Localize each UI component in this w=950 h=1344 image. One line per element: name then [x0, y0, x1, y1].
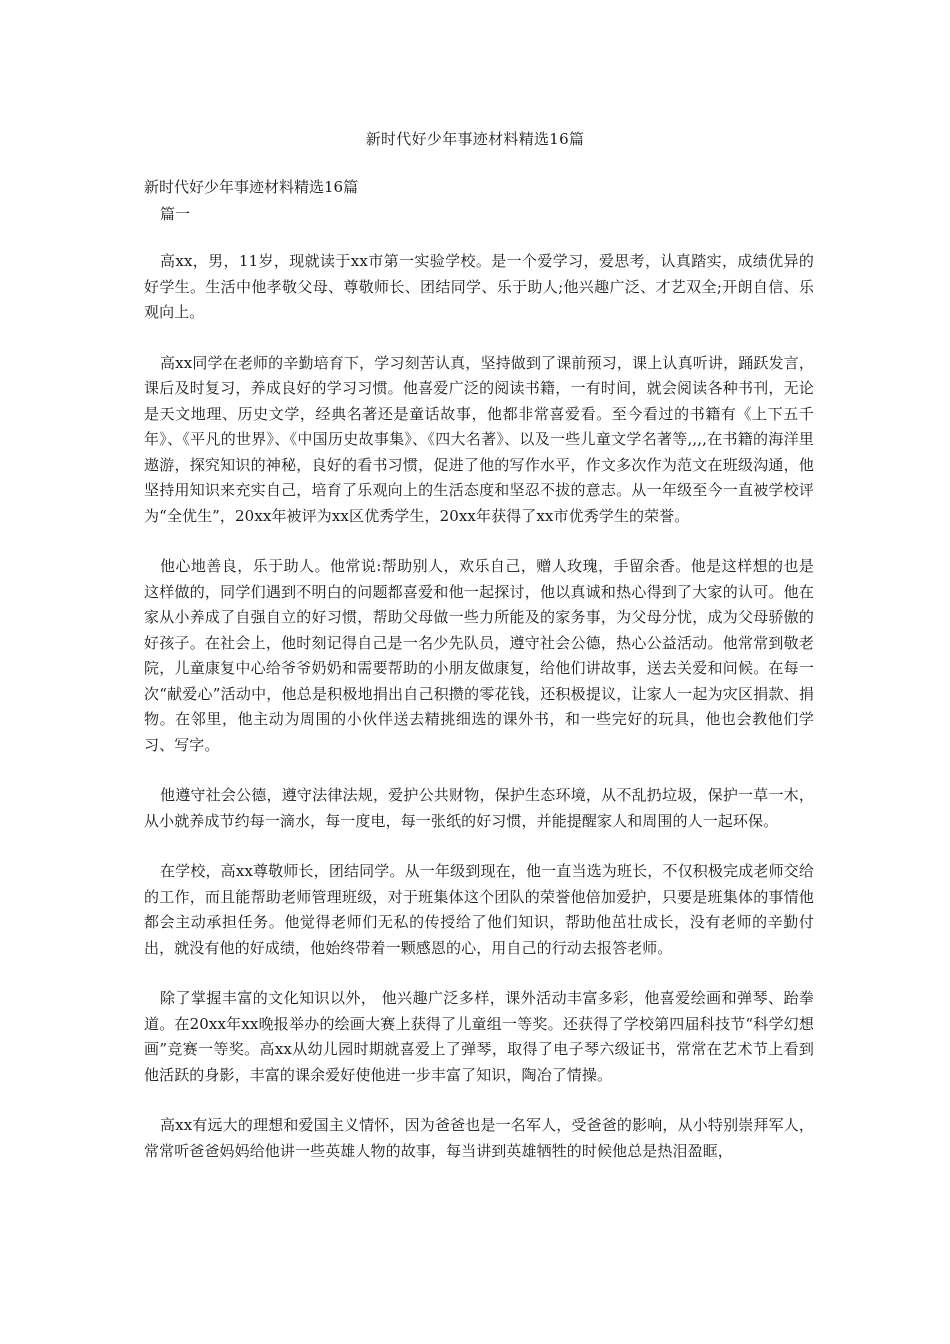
- document-title: 新时代好少年事迹材料精选16篇: [365, 130, 585, 148]
- paragraph: 高xx有远大的理想和爱国主义情怀，因为爸爸也是一名军人，受爸爸的影响，从小特别崇拜军人，常常听爸爸妈妈给他讲一些英雄人物的故事，每当讲到英雄牺牲的时候他总是热泪盈眶，: [144, 1116, 814, 1160]
- paragraph: 他遵守社会公德，遵守法律法规，爱护公共财物，保护生态环境，从不乱扔垃圾，保护一草一木，从小就养成节约每一滴水，每一度电，每一张纸的好习惯，并能提醒家人和周围的人一起环保。: [144, 786, 814, 830]
- paragraph: 在学校，高xx尊敬师长，团结同学。从一年级到现在，他一直当选为班长，不仅积极完成老师交给的工作，而且能帮助老师管理班级，对于班集体这个团队的荣誉他倍加爱护，只要是班集体的事情他都会主动承担任务。他觉得老师们无私的传授给了他们知识，帮助他茁壮成长，没有老师的辛勤付出，就没有他的好成绩，他始终带着一颗感恩的心，用自己的行动去报答老师。: [144, 862, 814, 957]
- paragraph: 除了掌握丰富的文化知识以外， 他兴趣广泛多样，课外活动丰富多彩，他喜爱绘画和弹琴、跆拳道。在20xx年xx晚报举办的绘画大赛上获得了儿童组一等奖。还获得了学校第四届科技节“科学幻想画”竞赛一等奖。高xx从幼儿园时期就喜爱上了弹琴，取得了电子琴六级证书，常常在艺术节上看到他活跃的身影，丰富的课余爱好使他进一步丰富了知识，陶冶了情操。: [144, 989, 814, 1084]
- part-label: 篇一: [160, 205, 191, 223]
- paragraph: 高xx同学在老师的辛勤培育下，学习刻苦认真，坚持做到了课前预习，课上认真听讲，踊跃发言，课后及时复习，养成良好的学习习惯。他喜爱广泛的阅读书籍，一有时间，就会阅读各种书刊，无论是天文地理、历史文学，经典名著还是童话故事，他都非常喜爱看。至今看过的书籍有《上下五千年》、《平凡的世界》、《中国历史故事集》、《四大名著》、以及一些儿童文学名著等,,,,在书籍的海洋里遨游，探究知识的神秘，良好的看书习惯，促进了他的写作水平，作文多次作为范文在班级沟通，他坚持用知识来充实自己，培育了乐观向上的生活态度和坚忍不拔的意志。从一年级至今一直被学校评为“全优生”，20xx年被评为xx区优秀学生，20xx年获得了xx市优秀学生的荣誉。: [144, 353, 814, 525]
- document-subtitle: 新时代好少年事迹材料精选16篇: [144, 178, 359, 196]
- paragraph: 他心地善良，乐于助人。他常说:帮助别人，欢乐自己，赠人玫瑰，手留余香。他是这样想的也是这样做的，同学们遇到不明白的问题都喜爱和他一起探讨，他以真诚和热心得到了大家的认可。他在家从小养成了自强自立的好习惯，帮助父母做一些力所能及的家务事，为父母分忧，成为父母骄傲的好孩子。在社会上，他时刻记得自己是一名少先队员，遵守社会公德，热心公益活动。他常常到敬老院，儿童康复中心给爷爷奶奶和需要帮助的小朋友做康复，给他们讲故事，送去关爱和问候。在每一次“献爱心”活动中，他总是积极地捐出自己积攒的零花钱，还积极提议，让家人一起为灾区捐款、捐物。在邻里，他主动为周围的小伙伴送去精挑细选的课外书，和一些完好的玩具，他也会教他们学习、写字。: [144, 557, 814, 754]
- document-body: [144, 249, 814, 1189]
- paragraph: 高xx，男，11岁，现就读于xx市第一实验学校。是一个爱学习，爱思考，认真踏实，成绩优异的好学生。生活中他孝敬父母、尊敬师长、团结同学、乐于助人;他兴趣广泛、才艺双全;开朗自信、乐观向上。: [144, 252, 814, 321]
